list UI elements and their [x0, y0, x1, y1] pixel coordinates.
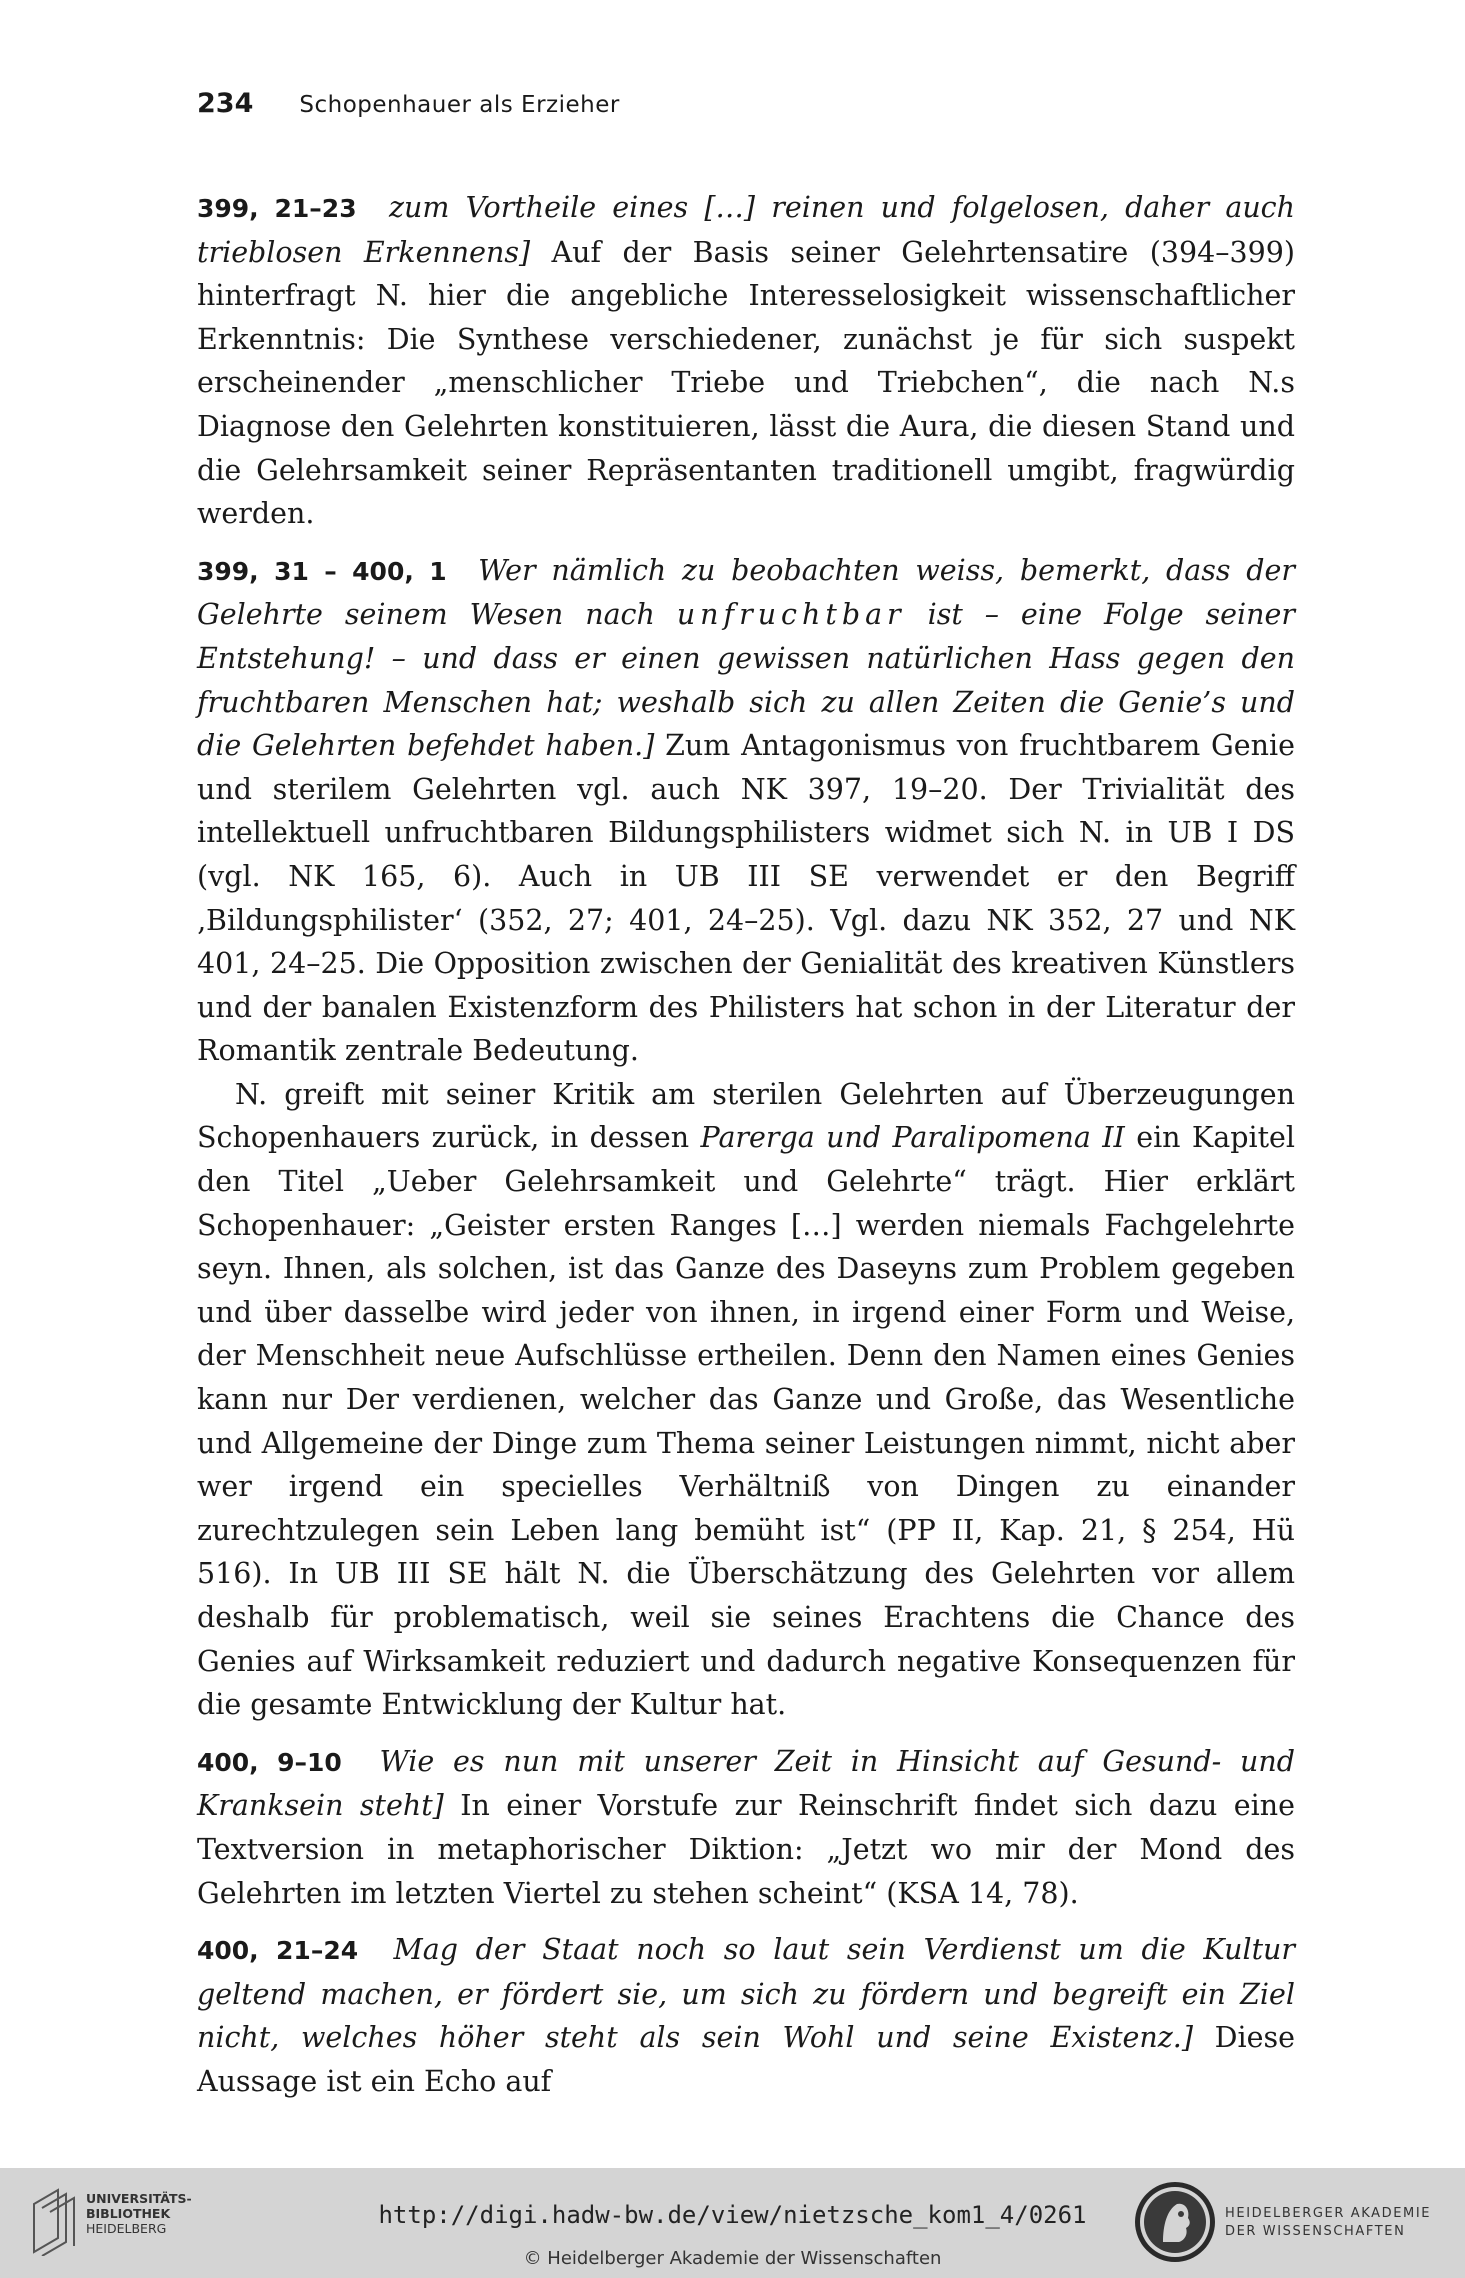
commentary-body — [197, 186, 1295, 2117]
commentary-entry — [197, 549, 1295, 1727]
commentary-text: Diese Aussage ist ein Echo auf — [197, 2021, 1295, 2098]
academy-name-line: DER WISSENSCHAFTEN — [1225, 2224, 1406, 2239]
commentary-text: Zum Antagonismus von fruchtbarem Genie und sterilem Gelehrten vgl. auch NK 397, 19–20. Der Trivialität des intellektuell unfruchtbaren Bildungsphilisters widmet sich N. in UB I DS (vgl. NK 165, 6). Auch in UB III SE verwendet er den Begriff ‚Bildungsphilister‘ (352, 27; 401, 24–25). Vgl. dazu NK 352, 27 und NK 401, 24–25. Die Opposition zwischen der Genialität des kreativen Künstlers und der banalen Existenzform des Philisters hat schon in der Literatur der Romantik zentrale Bedeutung. — [197, 729, 1295, 1068]
footer-bar — [0, 2168, 1465, 2278]
lemma: zum Vortheile eines […] reinen und folgelosen, daher auch trieblosen Erkennens] — [197, 191, 1296, 269]
academy-name-line: HEIDELBERGER AKADEMIE — [1225, 2206, 1432, 2221]
entry-paragraph — [197, 186, 1295, 536]
commentary-text: Auf der Basis seiner Gelehrtensatire (394–399) hinterfragt N. hier die angebliche Interesselosigkeit wissenschaftlicher Erkenntnis: Die Synthese verschiedener, zunächst je für sich suspekt erscheinender „menschlicher Triebe und Triebchen“, die nach N.s Diagnose den Gelehrten konstituieren, lässt die Aura, die diesen Stand und die Gelehrsamkeit seiner Repräsentanten traditionell umgibt, fragwürdig werden. — [197, 235, 1295, 531]
commentary-text: N. greift mit seiner Kritik am sterilen Gelehrten auf Überzeugungen Schopenhauers zurück, in dessen — [197, 1077, 1295, 1155]
library-name-line: UNIVERSITÄTS- — [86, 2191, 192, 2206]
entry-paragraph — [197, 549, 1295, 1073]
entry-paragraph — [197, 1928, 1295, 2103]
copyright-notice: © Heidelberger Akademie der Wissenschaften — [523, 2248, 942, 2269]
line-reference: 399, 21–23 — [197, 194, 357, 223]
entry-paragraph — [197, 1740, 1295, 1915]
lemma-spaced-word: unfruchtbar — [676, 598, 906, 632]
page-header — [197, 88, 620, 128]
work-title: Parerga und Paralipomena II — [700, 1121, 1125, 1155]
commentary-text: In einer Vorstufe zur Reinschrift findet sich dazu eine Textversion in metaphorischer Diktion: „Jetzt wo mir der Mond des Gelehrten im letzten Viertel zu stehen scheint“ (KSA 14, 78). — [197, 1789, 1295, 1910]
academy-name — [1225, 2205, 1431, 2241]
library-name-line: BIBLIOTHEK — [86, 2206, 171, 2221]
lemma: Wie es nun mit unserer Zeit in Hinsicht auf Gesund- und Kranksein steht] — [197, 1744, 1295, 1823]
running-title: Schopenhauer als Erzieher — [299, 92, 620, 118]
academy-emblem-icon — [1133, 2180, 1217, 2264]
line-reference: 400, 9–10 — [197, 1747, 342, 1777]
lemma-part: Wer nämlich zu beobachten weiss, bemerkt, dass der Gelehrte seinem Wesen nach — [197, 553, 1295, 632]
lemma-part: ist – eine Folge seiner Entstehung! – und dass er einen gewissen natürlichen Hass gegen den fruchtbaren Menschen hat; weshalb sich zu allen Zeiten die Genie’s und die Gelehrten befehdet haben.] — [197, 598, 1295, 763]
line-reference: 399, 31 – 400, 1 — [197, 556, 447, 586]
permalink-url[interactable]: http://digi.hadw-bw.de/view/nietzsche_kom1_4/0261 — [378, 2201, 1087, 2229]
commentary-entry — [197, 1740, 1295, 1915]
page-number: 234 — [197, 88, 254, 119]
commentary-text: ein Kapitel den Titel „Ueber Gelehrsamkeit und Gelehrte“ trägt. Hier erklärt Schopenhauer: „Geister ersten Ranges […] werden niemals Fachgelehrte seyn. Ihnen, als solchen, ist das Ganze des Daseyns zum Problem gegeben und über dasselbe wird jeder von ihnen, in irgend einer Form und Weise, der Menschheit neue Aufschlüsse ertheilen. Denn den Namen eines Genies kann nur Der verdienen, welcher das Ganze und Große, das Wesentliche und Allgemeine der Dinge zum Thema seiner Leistungen nimmt, nicht aber wer irgend ein specielles Verhältniß von Dingen zu einander zurechtzulegen sein Leben lang bemüht ist“ (PP II, Kap. 21, § 254, Hü 516). In UB III SE hält N. die Überschätzung des Gelehrten vor allem deshalb für problematisch, weil sie seines Erachtens die Chance des Genies auf Wirksamkeit reduziert und dadurch negative Konsequenzen für die gesamte Entwicklung der Kultur hat. — [197, 1121, 1296, 1722]
library-name-line: HEIDELBERG — [86, 2221, 167, 2236]
entry-paragraph — [197, 1073, 1295, 1727]
commentary-entry — [197, 1928, 1295, 2103]
commentary-entry — [197, 186, 1295, 536]
line-reference: 400, 21–24 — [197, 1936, 359, 1966]
lemma: Mag der Staat noch so laut sein Verdienst um die Kultur geltend machen, er fördert sie, um sich zu fördern und begreift ein Ziel nicht, welches höher steht als sein Wohl und seine Existenz.] — [197, 1933, 1295, 2055]
